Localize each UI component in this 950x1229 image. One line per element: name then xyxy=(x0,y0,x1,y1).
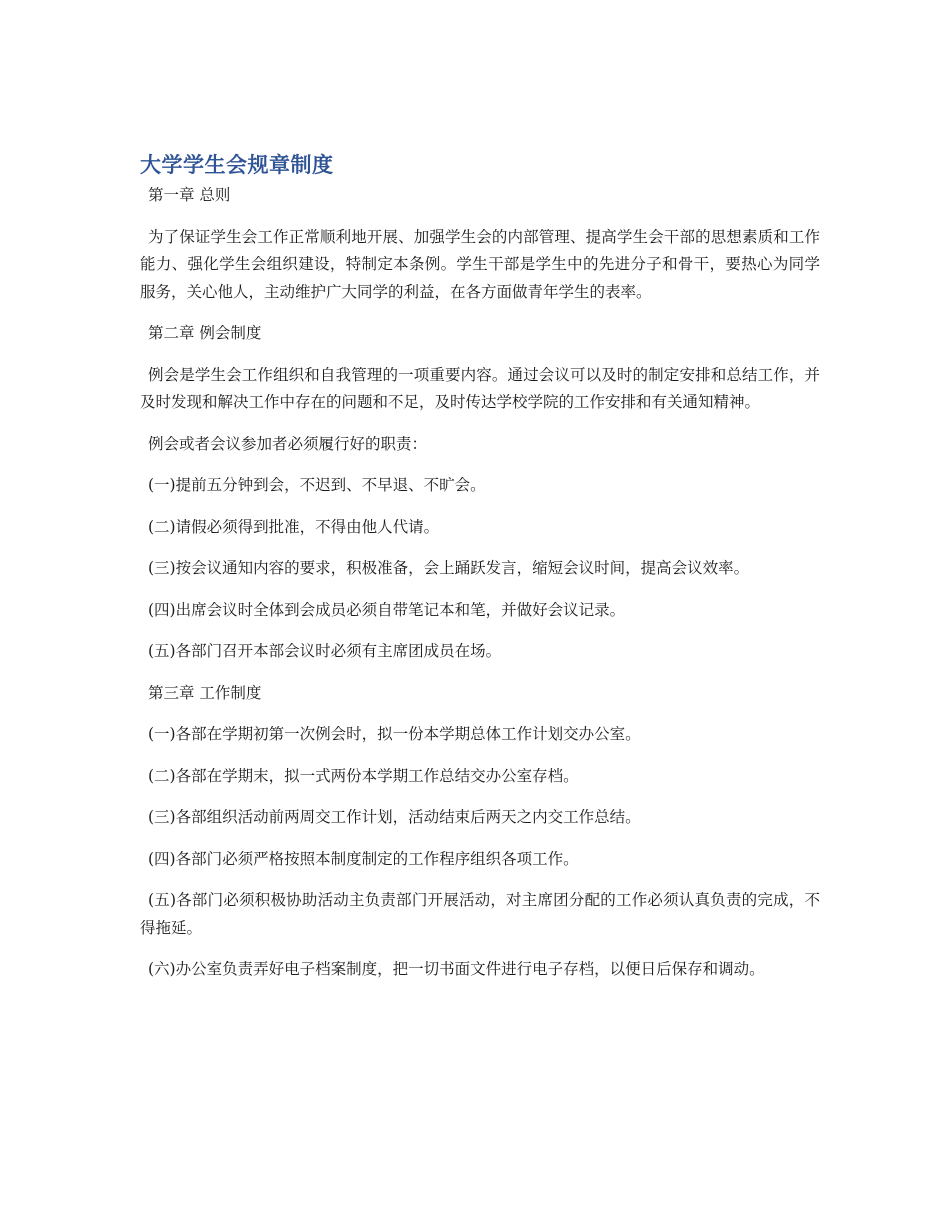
list-item: (六)办公室负责弄好电子档案制度，把一切书面文件进行电子存档，以便日后保存和调动。 xyxy=(148,960,765,978)
list-item: (二)请假必须得到批准，不得由他人代请。 xyxy=(148,517,440,536)
chapter-heading: 第三章 工作制度 xyxy=(148,683,262,702)
list-item: (五)各部门必须积极协助活动主负责部门开展活动，对主席团分配的工作必须认真负责的完成，不得拖延。 xyxy=(140,891,820,937)
chapter-heading: 第二章 例会制度 xyxy=(148,324,262,342)
list-item: (一)提前五分钟到会，不迟到、不早退、不旷会。 xyxy=(148,476,486,494)
list-item: (三)各部组织活动前两周交工作计划，活动结束后两天之内交工作总结。 xyxy=(148,808,641,826)
paragraph: 例会是学生会工作组织和自我管理的一项重要内容。通过会议可以及时的制定安排和总结工作，并及时发现和解决工作中存在的问题和不足，及时传达学校学院的工作安排和有关通知精神。 xyxy=(140,365,820,411)
document-page xyxy=(140,150,820,984)
list-item: (一)各部在学期初第一次例会时，拟一份本学期总体工作计划交办公室。 xyxy=(148,725,641,743)
list-item: (五)各部门召开本部会议时必须有主席团成员在场。 xyxy=(148,642,502,660)
paragraph: 为了保证学生会工作正常顺利地开展、加强学生会的内部管理、提高学生会干部的思想素质和工作能力、强化学生会组织建设，特制定本条例。学生干部是学生中的先进分子和骨干，要热心为同学服务，关心他人，主动维护广大同学的利益，在各方面做青年学生的表率。 xyxy=(140,227,820,301)
chapter-heading: 第一章 总则 xyxy=(148,186,231,204)
list-item: (三)按会议通知内容的要求，积极准备，会上踊跃发言，缩短会议时间，提高会议效率。 xyxy=(148,559,750,577)
paragraph: 例会或者会议参加者必须履行好的职责： xyxy=(148,434,428,453)
list-item: (二)各部在学期末，拟一式两份本学期工作总结交办公室存档。 xyxy=(148,766,579,785)
list-item: (四)出席会议时全体到会成员必须自带笔记本和笔，并做好会议记录。 xyxy=(148,600,626,619)
list-item: (四)各部门必须严格按照本制度制定的工作程序组织各项工作。 xyxy=(148,849,579,868)
document-title: 大学学生会规章制度 xyxy=(140,153,334,177)
